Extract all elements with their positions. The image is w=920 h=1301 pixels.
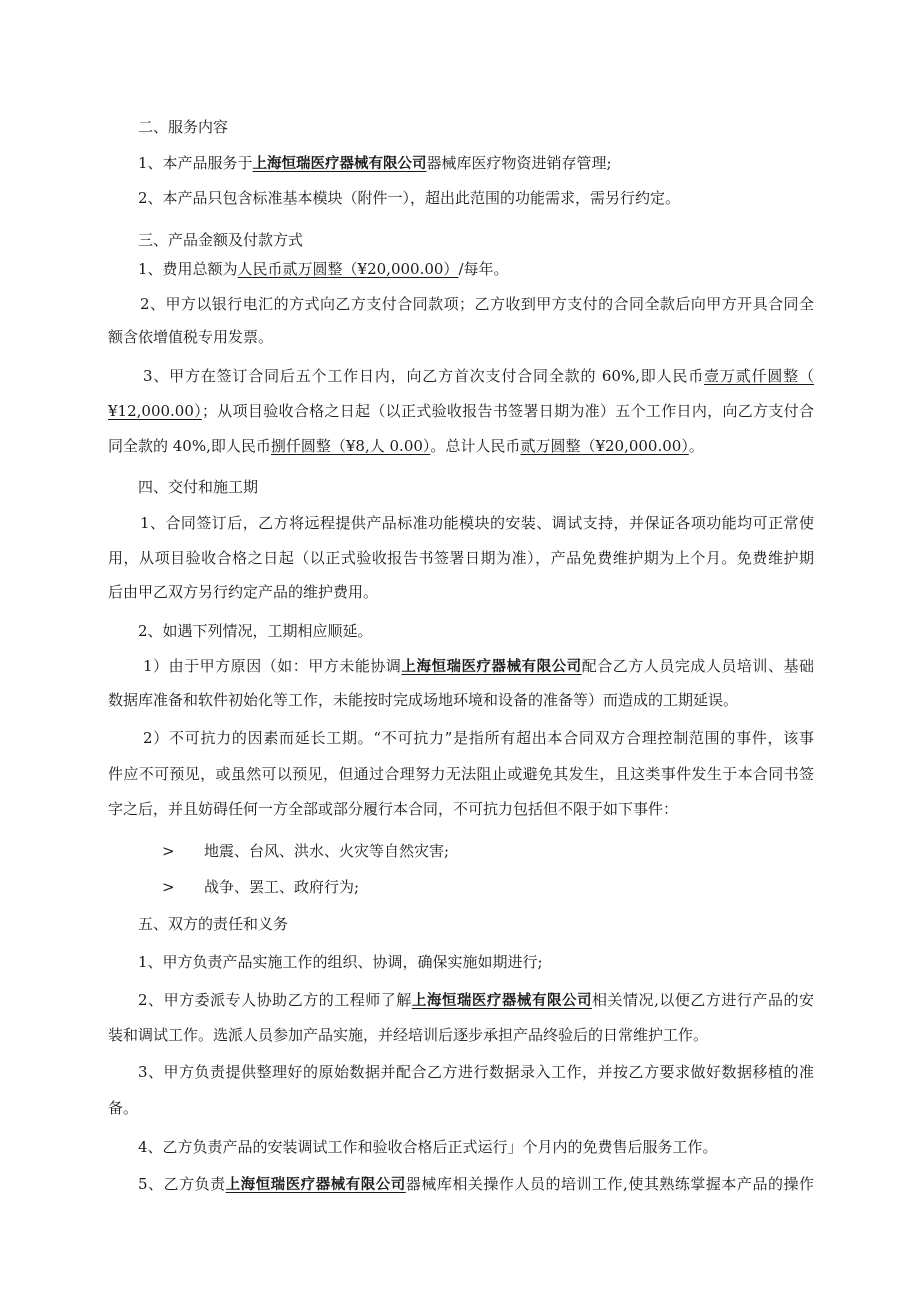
sec5-p2-line-2: 装和调试工作。选派人员参加产品实施，并经培训后逐步承担产品终验后的日常维护工作。: [108, 1026, 709, 1044]
company-name: 上海恒瑞医疗器械有限公司: [252, 156, 427, 172]
sec2-item-1: 1、本产品服务于上海恒瑞医疗器械有限公司器械库医疗物资进销存管理;: [138, 154, 612, 172]
sec3-p3-line-2: ¥12,000.00）；从项目验收合格之日起（以正式验收报告书签署日期为准）五个工作日内，向乙方支付合: [108, 402, 814, 420]
sec4-p4-line-2: 件应不可预见，或虽然可以预见，但通过合理努力无法阻止或避免其发生，且这类事件发生于本合同书签: [108, 765, 814, 783]
bullet-arrow-icon: >: [162, 842, 175, 860]
sec3-p3-line-3: 同全款的 40%,即人民币捌仟圆整（¥8,人 0.00）。总计人民币贰万圆整（¥20,000.00）。: [108, 437, 704, 455]
sec4-p1-line-2: 用，从项目验收合格之日起（以正式验收报告书签署日期为准），产品免费维护期为上个月。免费维护期: [108, 549, 814, 567]
sec3-item-1: 1、费用总额为人民币贰万圆整（¥20,000.00）/每年。: [138, 260, 509, 278]
sec2-item-2: 2、本产品只包含标准基本模块（附件一），超出此范围的功能需求，需另行约定。: [138, 189, 681, 207]
total-amount: 人民币贰万圆整（¥20,000.00）: [237, 260, 459, 278]
sec3-p3-line-1: 3、甲方在签订合同后五个工作日内，向乙方首次支付合同全款的 60%,即人民币壹万贰仟圆整（: [143, 367, 814, 385]
bullet-item: > 战争、罢工、政府行为;: [162, 878, 360, 896]
section-3-heading: 三、产品金额及付款方式: [138, 231, 304, 249]
sec4-p1-line-1: 1、合同签订后，乙方将远程提供产品标准功能模块的安装、调试支持，并保证各项功能均可正常使: [140, 514, 814, 532]
sec4-p3-line-1: 1）由于甲方原因（如：甲方未能协调上海恒瑞医疗器械有限公司配合乙方人员完成人员培训、基础: [143, 657, 814, 675]
sec4-p4-line-1: 2）不可抗力的因素而延长工期。“不可抗力”是指所有超出本合同双方合理控制范围的事件，该事: [143, 729, 814, 747]
sec5-p2-line-1: 2、甲方委派专人协助乙方的工程师了解上海恒瑞医疗器械有限公司相关情况,以便乙方进行产品的安: [138, 991, 814, 1009]
sec5-p1: 1、甲方负责产品实施工作的组织、协调，确保实施如期进行;: [138, 953, 543, 971]
section-5-heading: 五、双方的责任和义务: [138, 915, 289, 933]
sec4-p3-line-2: 数据库准备和软件初始化等工作，未能按时完成场地环境和设备的准备等）而造成的工期延误。: [108, 691, 739, 709]
sec3-p2-line-2: 额含依增值税专用发票。: [108, 328, 274, 346]
sec4-p1-line-3: 后由甲乙双方另行约定产品的维护费用。: [108, 583, 379, 601]
sec5-p3-line-2: 备。: [108, 1099, 139, 1117]
section-4-heading: 四、交付和施工期: [138, 478, 259, 496]
section-2-heading: 二、服务内容: [138, 118, 229, 136]
sec5-p4: 4、乙方负责产品的安装调试工作和验收合格后正式运行」个月内的免费售后服务工作。: [138, 1138, 718, 1156]
sec4-p4-line-3: 字之后，并且妨碍任何一方全部或部分履行本合同，不可抗力包括但不限于如下事件：: [108, 800, 679, 818]
sec3-p2-line-1: 2、甲方以银行电汇的方式向乙方支付合同款项；乙方收到甲方支付的合同全款后向甲方开具合同全: [140, 295, 814, 313]
bullet-item: > 地震、台风、洪水、火灾等自然灾害;: [162, 842, 450, 860]
bullet-arrow-icon: >: [162, 878, 175, 896]
sec5-p3-line-1: 3、甲方负责提供整理好的原始数据并配合乙方进行数据录入工作，并按乙方要求做好数据移植的准: [138, 1063, 814, 1081]
sec4-p2: 2、如遇下列情况，工期相应顺延。: [138, 622, 373, 640]
sec5-p5: 5、乙方负责上海恒瑞医疗器械有限公司器械库相关操作人员的培训工作,使其熟练掌握本产品的操作: [138, 1175, 814, 1193]
